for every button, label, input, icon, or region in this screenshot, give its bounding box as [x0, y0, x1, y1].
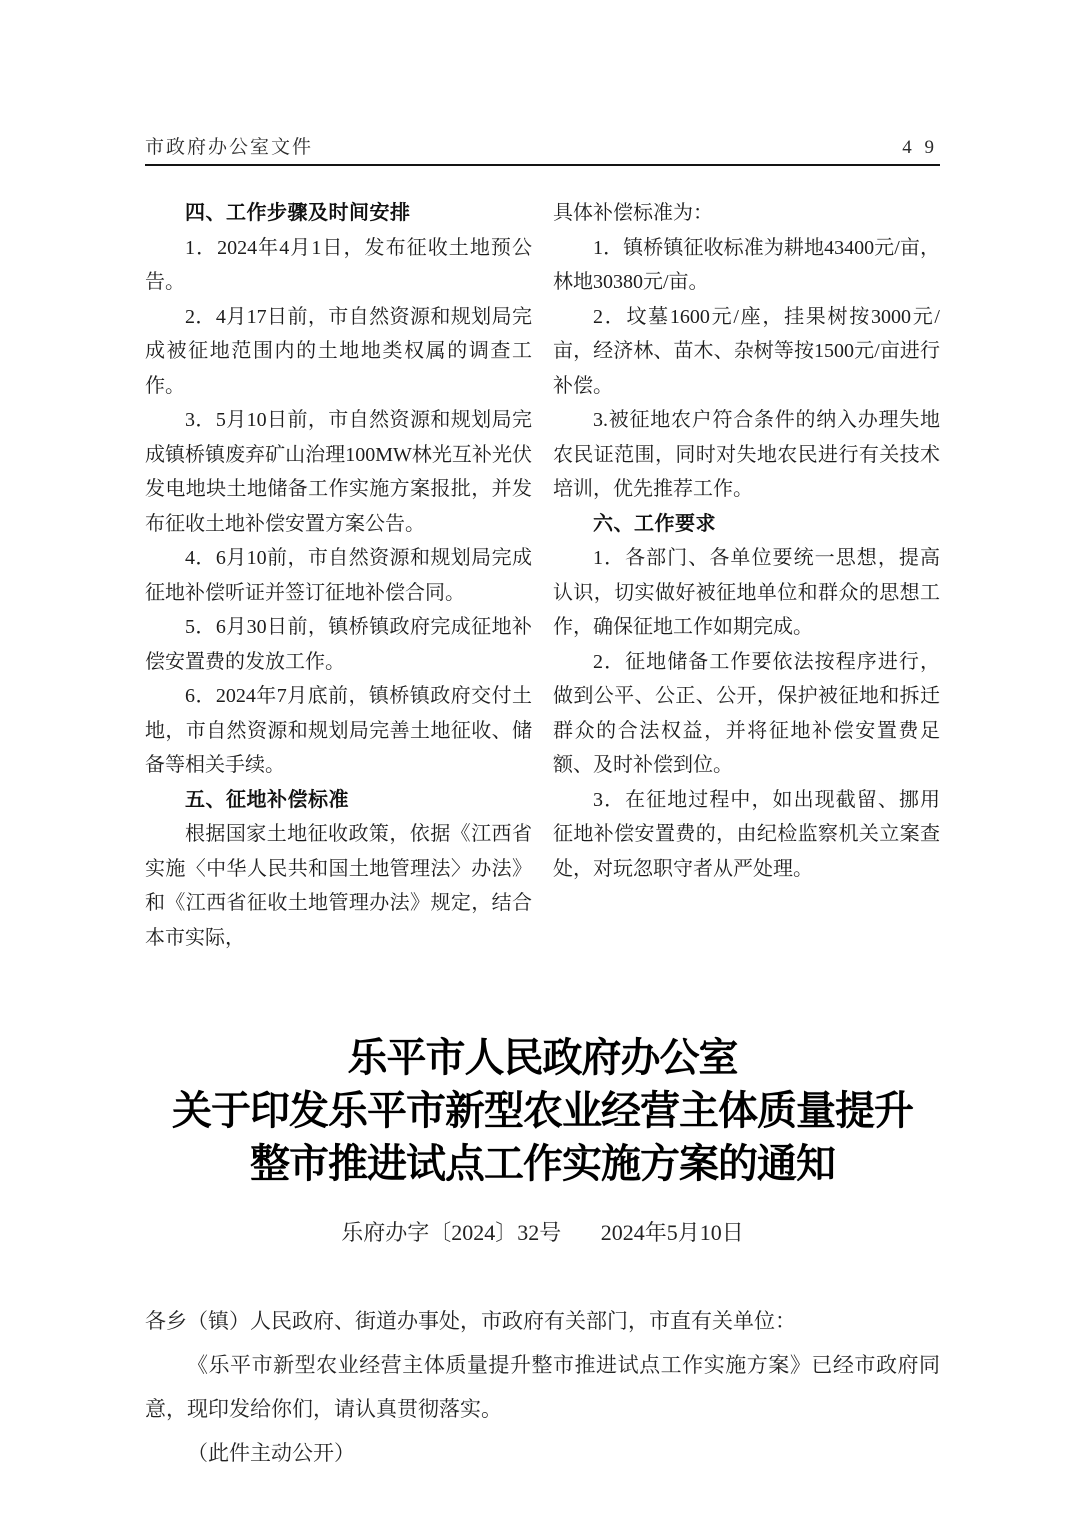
left-paragraph: 根据国家土地征收政策，依据《江西省实施〈中华人民共和国土地管理法〉办法》和《江西省征收土地管理办法》规定，结合本市实际，	[145, 823, 532, 949]
letter-block	[145, 1299, 940, 1475]
publicity-note: （此件主动公开）	[187, 1441, 355, 1465]
left-paragraph: 2．4月17日前，市自然资源和规划局完成被征地范围内的土地地类权属的调查工作。	[145, 305, 532, 397]
section-heading-5: 五、征地补偿标准	[185, 788, 349, 811]
right-paragraph: 3.被征地农户符合条件的纳入办理失地农民证范围，同时对失地农民进行有关技术培训，优先推荐工作。	[553, 409, 940, 500]
notice-title-line-1: 乐平市人民政府办公室	[347, 1035, 738, 1080]
page-header	[145, 0, 940, 166]
right-column	[553, 196, 940, 955]
page-number: 4 9	[902, 137, 938, 158]
right-paragraph-continuation: 具体补偿标准为：	[553, 202, 713, 224]
right-paragraph: 2．坟墓1600元/座，挂果树按3000元/亩，经济林、苗木、杂树等按1500元/亩进行补偿。	[553, 305, 940, 397]
letter-body: 《乐平市新型农业经营主体质量提升整市推进试点工作实施方案》已经市政府同意，现印发给你们，请认真贯彻落实。	[145, 1353, 940, 1421]
section-heading-4: 四、工作步骤及时间安排	[185, 202, 411, 224]
right-paragraph: 3．在征地过程中，如出现截留、挪用征地补偿安置费的，由纪检监察机关立案查处，对玩忽职守者从严处理。	[553, 788, 940, 880]
notice-title-line-3: 整市推进试点工作实施方案的通知	[250, 1141, 835, 1186]
doc-number-line	[145, 1216, 940, 1247]
notice-title-line-2: 关于印发乐平市新型农业经营主体质量提升	[172, 1088, 913, 1133]
right-paragraph: 1．镇桥镇征收标准为耕地43400元/亩，林地30380元/亩。	[553, 236, 940, 293]
page-content	[145, 0, 940, 1475]
left-paragraph: 4．6月10前，市自然资源和规划局完成征地补偿听证并签订征地补偿合同。	[145, 547, 532, 604]
left-paragraph: 6．2024年7月底前，镇桥镇政府交付土地，市自然资源和规划局完善土地征收、储备等相关手续。	[145, 685, 532, 776]
left-paragraph: 3．5月10日前，市自然资源和规划局完成镇桥镇废弃矿山治理100MW林光互补光伏发电地块土地储备工作实施方案报批，并发布征收土地补偿安置方案公告。	[145, 409, 532, 535]
section-heading-6: 六、工作要求	[593, 512, 716, 535]
salutation: 各乡（镇）人民政府、街道办事处，市政府有关部门，市直有关单位：	[145, 1309, 796, 1333]
notice-title	[145, 1031, 940, 1190]
right-paragraph: 2．征地储备工作要依法按程序进行，做到公平、公正、公开，保护被征地和拆迁群众的合法权益，并将征地补偿安置费足额、及时补偿到位。	[553, 650, 940, 776]
doc-date: 2024年5月10日	[600, 1220, 744, 1245]
doc-number: 乐府办字〔2024〕32号	[341, 1220, 562, 1245]
left-paragraph: 5．6月30日前，镇桥镇政府完成征地补偿安置费的发放工作。	[145, 616, 532, 673]
two-column-section	[145, 196, 940, 955]
header-doc-type-label: 市政府办公室文件	[145, 137, 314, 158]
left-paragraph: 1．2024年4月1日，发布征收土地预公告。	[145, 236, 532, 293]
left-column	[145, 196, 532, 955]
right-paragraph: 1．各部门、各单位要统一思想，提高认识，切实做好被征地单位和群众的思想工作，确保征地工作如期完成。	[553, 547, 940, 638]
